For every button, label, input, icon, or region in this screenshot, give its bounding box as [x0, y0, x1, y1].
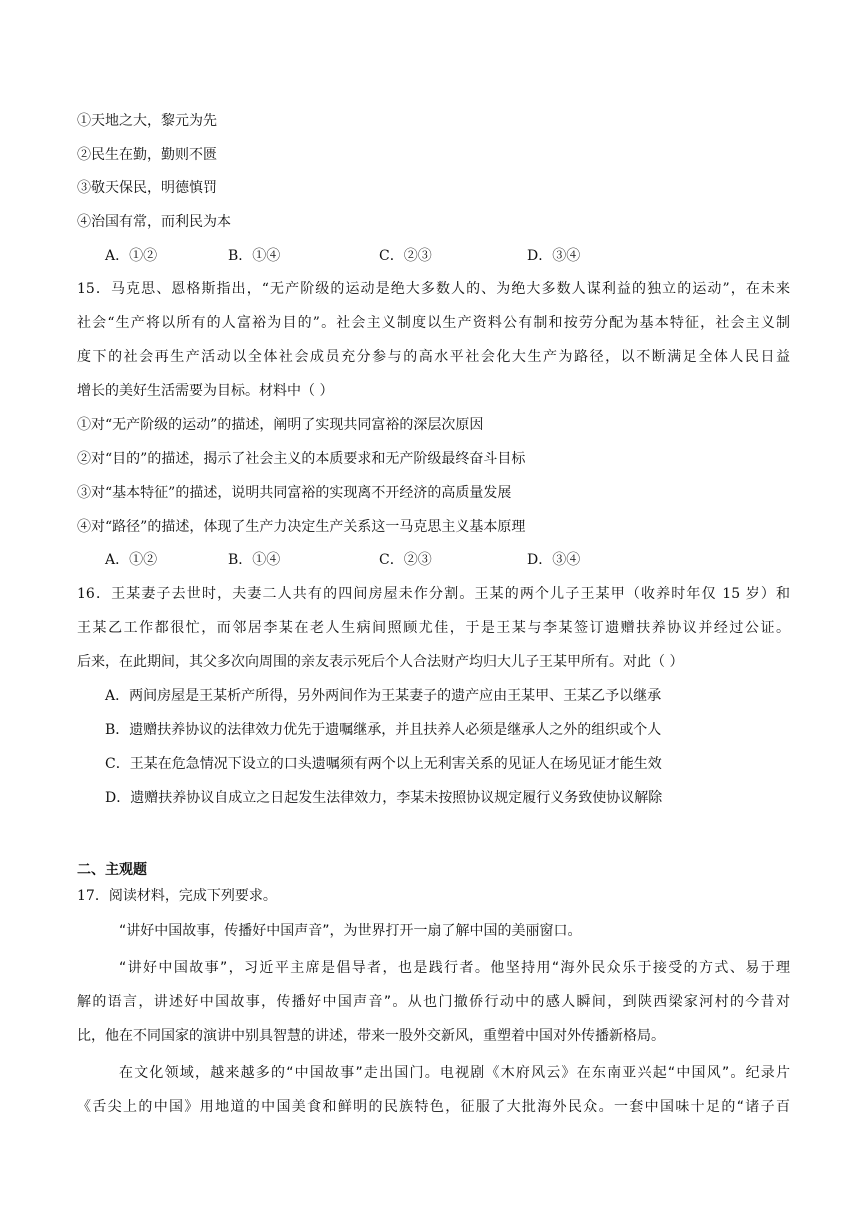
q16-option-b: B．遗赠扶养协议的法律效力优先于遗嘱继承，并且扶养人必须是继承人之外的组织或个人: [105, 722, 662, 738]
q15-stem-line-4: 增长的美好生活需要为目标。材料中（ ）: [77, 383, 334, 399]
q14-item-3: ③敬天保民，明德慎罚: [77, 180, 217, 196]
q15-option-a: A．①②: [105, 552, 158, 568]
q15-item-2: ②对“目的”的描述，揭示了社会主义的本质要求和无产阶级最终奋斗目标: [77, 451, 526, 467]
q15-item-4: ④对“路径”的描述，体现了生产力决定生产关系这一马克思主义基本原理: [77, 519, 526, 535]
q17-paragraph-3-line-1: 在文化领域，越来越多的“中国故事”走出国门。电视剧《木府风云》在东南亚兴起“中国风”。纪录片: [119, 1065, 790, 1081]
q17-paragraph-2-line-2: 解的语言，讲述好中国故事，传播好中国声音”。从也门撤侨行动中的感人瞬间，到陕西梁家河村的今昔对: [77, 994, 790, 1010]
q15-option-c: C．②③: [379, 552, 432, 568]
q16-stem-line-2: 王某乙工作都很忙，而邻居李某在老人生病间照顾尤佳，于是王某与李某签订遗赠扶养协议并经过公证。: [77, 620, 790, 636]
q15-stem-line-1: 15．马克思、恩格斯指出，“无产阶级的运动是绝大多数人的、为绝大多数人谋利益的独立的运动”，在未来: [77, 281, 790, 297]
q14-item-1: ①天地之大，黎元为先: [77, 113, 217, 129]
q14-option-d: D．③④: [527, 248, 581, 264]
q17-paragraph-2-line-1: “讲好中国故事”，习近平主席是倡导者，也是践行者。他坚持用“海外民众乐于接受的方式、易于理: [119, 960, 790, 976]
q16-stem-line-3: 后来，在此期间，其父多次向周围的亲友表示死后个人合法财产均归大儿子王某甲所有。对此（ ）: [77, 654, 684, 670]
q15-option-b: B．①④: [228, 552, 281, 568]
q17-paragraph-1: “讲好中国故事，传播好中国声音”，为世界打开一扇了解中国的美丽窗口。: [119, 923, 582, 939]
q15-item-3: ③对“基本特征”的描述，说明共同富裕的实现离不开经济的高质量发展: [77, 485, 512, 501]
q15-option-d: D．③④: [527, 552, 581, 568]
q14-item-4: ④治国有常，而利民为本: [77, 214, 231, 230]
q15-stem-line-3: 度下的社会再生产活动以全体社会成员充分参与的高水平社会化大生产为路径，以不断满足全体人民日益: [77, 349, 790, 365]
q14-option-a: A．①②: [105, 248, 158, 264]
q16-stem-line-1: 16．王某妻子去世时，夫妻二人共有的四间房屋未作分割。王某的两个儿子王某甲（收养时年仅 15 岁）和: [77, 586, 790, 602]
q17-paragraph-3-line-2: 《舌尖上的中国》用地道的中国美食和鲜明的民族特色，征服了大批海外民众。一套中国味十足的“诸子百: [77, 1099, 790, 1115]
q16-option-c: C．王某在危急情况下设立的口头遗嘱须有两个以上无利害关系的见证人在场见证才能生效: [105, 756, 662, 772]
q17-stem: 17．阅读材料，完成下列要求。: [77, 888, 277, 904]
q15-stem-line-2: 社会“生产将以所有的人富裕为目的”。社会主义制度以生产资料公有制和按劳分配为基本特征，社会主义制: [77, 315, 790, 331]
q14-item-2: ②民生在勤，勤则不匮: [77, 147, 217, 163]
q16-option-d: D．遗赠扶养协议自成立之日起发生法律效力，李某未按照协议规定履行义务致使协议解除: [105, 790, 663, 806]
q17-paragraph-2-line-3: 比，他在不同国家的演讲中别具智慧的讲述，带来一股外交新风，重塑着中国对外传播新格局。: [77, 1028, 665, 1044]
section-title: 二、主观题: [77, 862, 147, 878]
q15-item-1: ①对“无产阶级的运动”的描述，阐明了实现共同富裕的深层次原因: [77, 417, 484, 433]
q16-option-a: A．两间房屋是王某析产所得，另外两间作为王某妻子的遗产应由王某甲、王某乙予以继承: [105, 688, 662, 704]
q14-option-c: C．②③: [379, 248, 432, 264]
q14-option-b: B．①④: [228, 248, 281, 264]
